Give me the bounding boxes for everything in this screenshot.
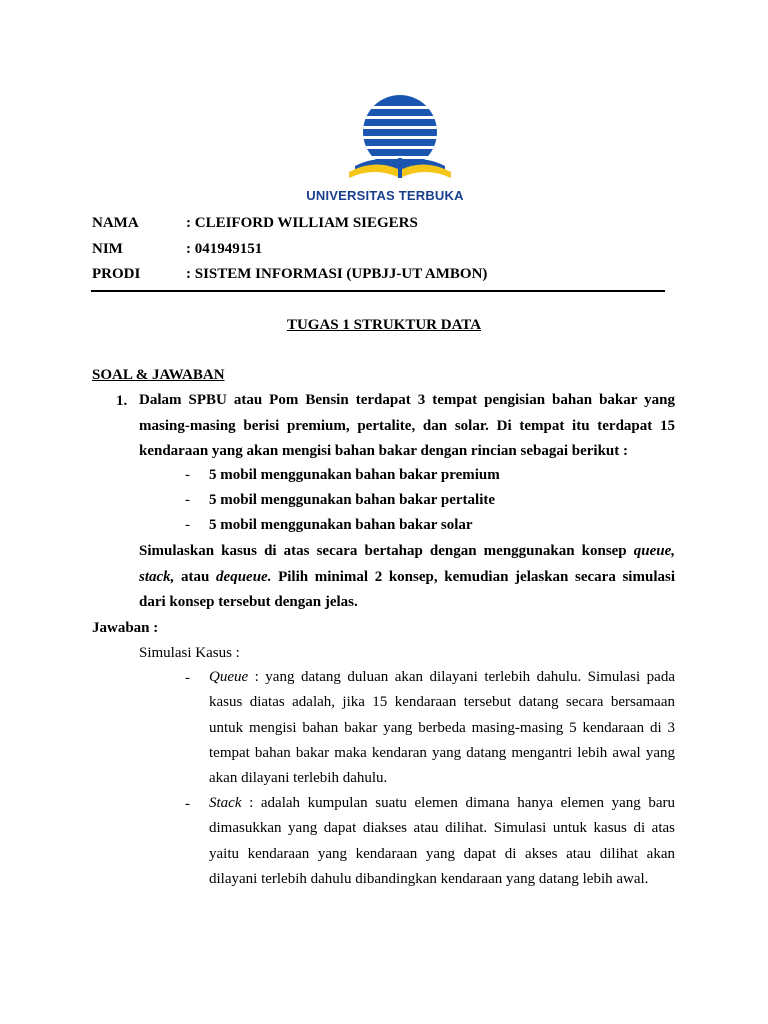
bullet-dash: - xyxy=(185,517,190,533)
answer-item-queue xyxy=(209,665,675,791)
identity-row-prodi xyxy=(92,266,487,283)
question-intro: Dalam SPBU atau Pom Bensin terdapat 3 tempat pengisian bahan bakar yang masing-masing berisi premium, pertalite, dan solar. Di tempat itu terdapat 15 kendaraan yang akan mengisi bahan bakar dengan rincian sebagai berikut : xyxy=(139,392,675,459)
identity-label: NIM xyxy=(92,241,123,257)
bullet-dash: - xyxy=(185,492,190,508)
header-divider xyxy=(91,290,665,292)
document-title: TUGAS 1 STRUKTUR DATA xyxy=(286,317,482,333)
question-bullet: 5 mobil menggunakan bahan bakar pertalite xyxy=(209,492,496,508)
term-queue: queue, xyxy=(633,543,675,559)
bullet-dash: - xyxy=(185,467,190,483)
identity-row-nama xyxy=(92,215,418,232)
identity-label: PRODI xyxy=(92,266,141,282)
universitas-terbuka-logo-icon xyxy=(335,88,465,184)
instruction-text: Simulaskan kasus di atas secara bertahap dengan menggunakan konsep xyxy=(139,543,634,559)
identity-label: NAMA xyxy=(92,215,139,231)
bullet-dash: - xyxy=(185,796,190,812)
answer-term: Stack xyxy=(209,795,242,811)
answer-item-stack xyxy=(209,791,675,892)
question-instruction xyxy=(139,539,675,616)
identity-row-nim xyxy=(92,241,262,258)
answer-text: : adalah kumpulan suatu elemen dimana hanya elemen yang baru dimasukkan yang dapat diakses atau dilihat. Simulasi untuk kasus di atas yaitu kendaraan yang kendaraan yang dapat di akses atau dilihat akan dilayani terlebih dahulu dibandingkan kendaraan yang datang lebih awal. xyxy=(209,795,675,887)
bullet-dash: - xyxy=(185,670,190,686)
answer-term: Queue xyxy=(209,669,249,685)
answer-text: : yang datang duluan akan dilayani terlebih dahulu. Simulasi pada kasus diatas adalah, jika 15 kendaraan tersebut datang secara bersamaan untuk mengisi bahan bakar yang berbeda masing-masing 5 kendaraan di 3 tempat bahan bakar maka kendaran yang datang mengantri lebih awal yang akan dilayani terlebih dahulu. xyxy=(209,669,675,787)
question-bullet: 5 mobil menggunakan bahan bakar solar xyxy=(209,517,473,533)
logo-text: UNIVERSITAS TERBUKA xyxy=(306,188,464,203)
term-dequeue: dequeue. xyxy=(216,568,272,585)
identity-value: : CLEIFORD WILLIAM SIEGERS xyxy=(186,215,418,231)
instruction-text: atau xyxy=(174,568,217,585)
identity-value: : SISTEM INFORMASI (UPBJJ-UT AMBON) xyxy=(186,266,488,282)
term-stack: stack, xyxy=(139,568,175,585)
section-heading: SOAL & JAWABAN xyxy=(92,367,225,383)
question-bullet: 5 mobil menggunakan bahan bakar premium xyxy=(209,467,500,483)
answer-label: Jawaban : xyxy=(92,620,159,636)
instruction-text: Pilih minimal 2 konsep, kemudian jelaskan secara simulasi dari konsep tersebut dengan jelas. xyxy=(139,568,675,610)
question-number: 1. xyxy=(116,393,128,409)
identity-value: : 041949151 xyxy=(186,241,263,257)
answer-subheading: Simulasi Kasus : xyxy=(139,645,240,661)
